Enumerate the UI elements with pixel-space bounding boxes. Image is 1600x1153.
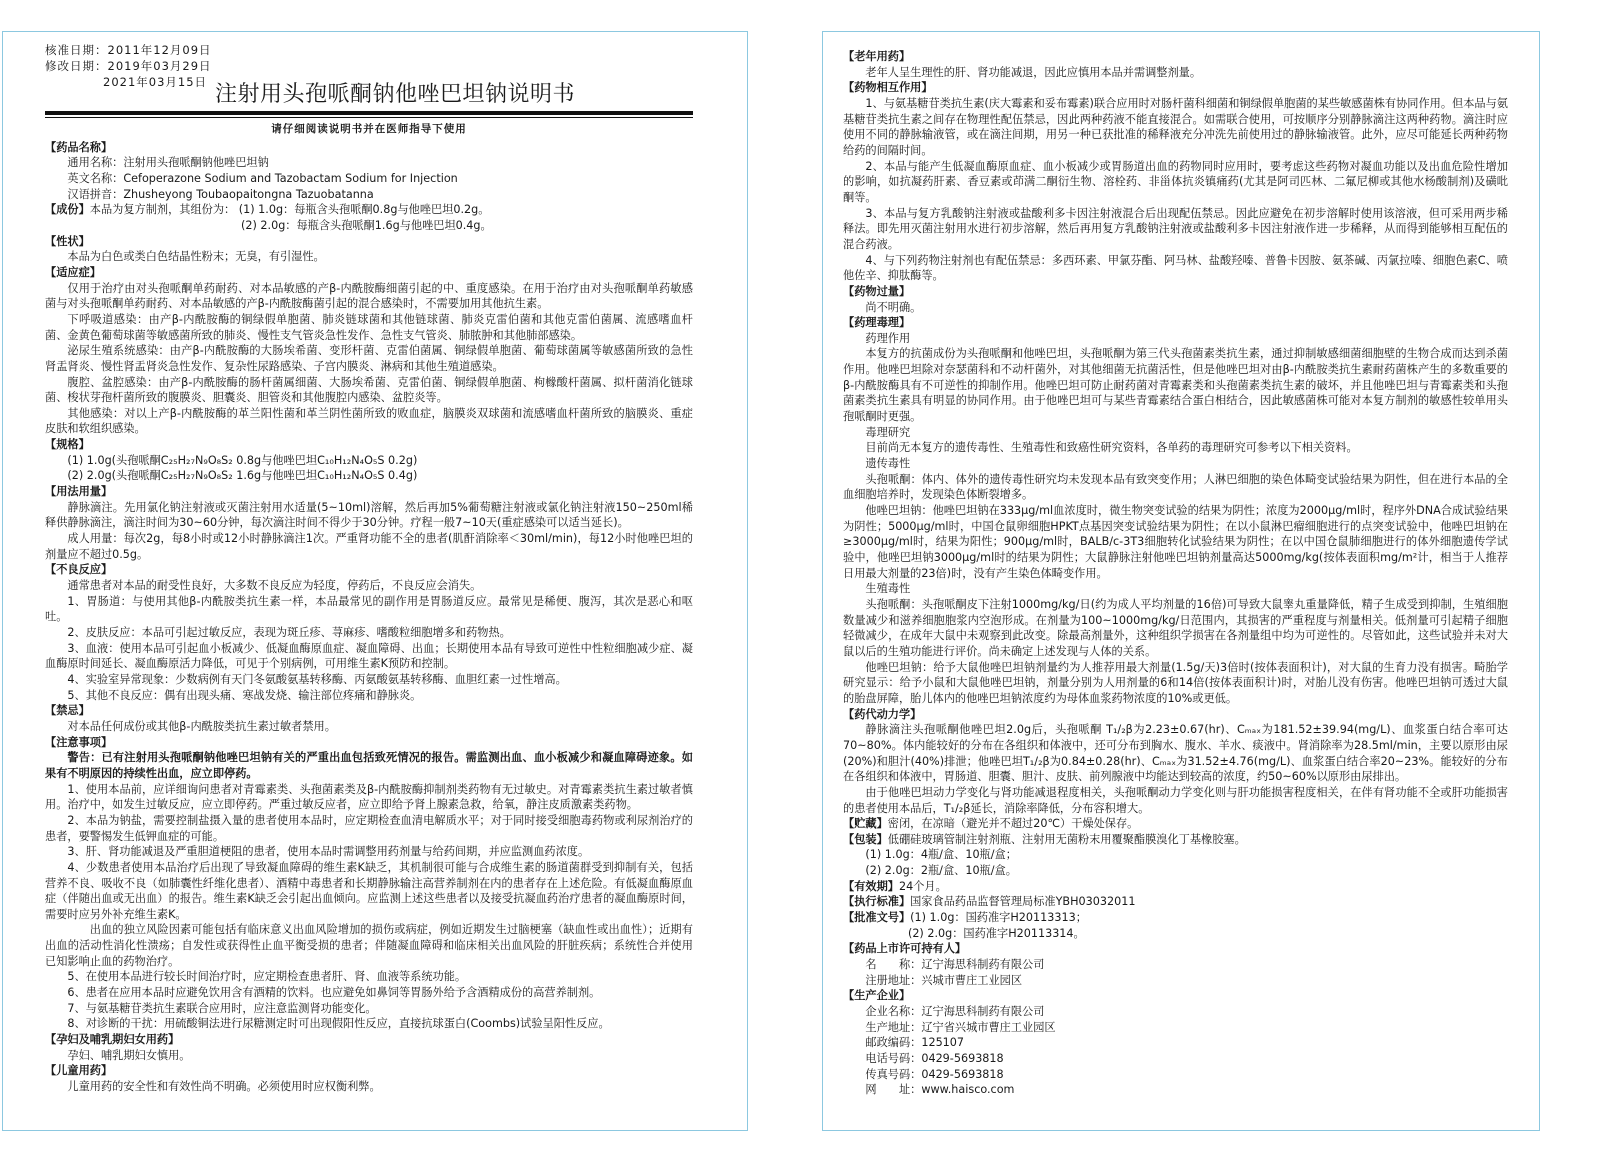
right-page [822, 31, 1540, 1131]
section-heading-line [45, 437, 693, 453]
paragraph: 静脉滴注。先用氯化钠注射液或灭菌注射用水适量(5~10ml)溶解，然后再加5%葡萄糖注射液或氯化钠注射液150~250ml稀释供静脉滴注，滴注时间为30~60分钟，每次滴注时间不得少于30分钟。疗程一般7~10天(重症感染可以适当延长)。 [45, 500, 693, 530]
paragraph: 3、肝、肾功能减退及严重胆道梗阻的患者，使用本品时需调整用药剂量与给药间期，并应监测血药浓度。 [67, 845, 590, 859]
paragraph: 由于他唑巴坦动力学变化与肾功能减退程度相关，头孢哌酮动力学变化则与肝功能损害程度相关，在伴有肾功能不全或肝功能损害的患者使用本品后，T₁/₂β延长，消除率降低，分布容积增大。 [843, 785, 1508, 815]
paragraph: (2) 2.0g：国药准字H20113314。 [907, 926, 1085, 940]
paragraph: 企业名称：辽宁海思科制药有限公司 [865, 1005, 1045, 1019]
paragraph: 5、在使用本品进行较长时间治疗时，应定期检查患者肝、肾、血液等系统功能。 [67, 970, 467, 984]
section-inline-text: (1) 1.0g：国药准字H20113313； [910, 911, 1087, 925]
approval-date: 2011年12月09日 [107, 43, 212, 57]
paragraph: 7、与氨基糖苷类抗生素联合应用时，应注意监测肾功能变化。 [67, 1001, 377, 1015]
paragraph: 3、本品与复方乳酸钠注射液或盐酸利多卡因注射液混合后出现配伍禁忌。因此应避免在初步溶解时使用该溶液，但可采用两步稀释法。即先用灭菌注射用水进行初步溶解，然后再用复方乳酸钠注射液或盐酸利多卡因注射液作进一步稀释，从而得到能够相互配伍的混合药液。 [843, 206, 1508, 251]
paragraph: 本复方的抗菌成份为头孢哌酮和他唑巴坦，头孢哌酮为第三代头孢菌素类抗生素，通过抑制敏感细菌细胞壁的生物合成而达到杀菌作用。他唑巴坦除对奈瑟菌科和不动杆菌外，对其他细菌无抗菌活性，但是他唑巴坦对由β-内酰胺类抗生素耐药菌株产生的多数重要的β-内酰胺酶具有不可逆性的抑制作用。他唑巴坦可防止耐药菌对青霉素类和头孢菌素类抗生素的破坏，并且他唑巴坦与青霉素类和头孢菌素类抗生素具有明显的协同作用。由于他唑巴坦可与某些青霉素结合蛋白相结合，因此敏感菌株可能对本复方制剂的敏感性较单用头孢哌酮时更强。 [843, 347, 1508, 424]
section-heading-line [843, 988, 1508, 1004]
section-heading-line [45, 1063, 693, 1079]
section [843, 894, 1508, 910]
paragraph: 电话号码：0429-5693818 [865, 1052, 1004, 1065]
paragraph: (2) 2.0g：每瓶含头孢哌酮1.6g与他唑巴坦0.4g。 [241, 218, 492, 232]
paragraph: 1、与氨基糖苷类抗生素(庆大霉素和妥布霉素)联合应用时对肠杆菌科细菌和铜绿假单胞菌的某些敏感菌株有协同作用。但本品与氨基糖苷类抗生素之间存在物理性配伍禁忌，因此两种药液不能直接混合。如需联合使用，可按顺序分别静脉滴注这两种药物。滴注时应使用不同的静脉输液管，或在滴注间期，用另一种已获批准的稀释液充分冲洗先前使用过的静脉输液管。此外，应尽可能延长两种药物给药的间隔时间。 [843, 96, 1508, 157]
left-page [2, 31, 748, 1131]
paragraph: 3、血液：使用本品可引起血小板减少、低凝血酶原血症、凝血障碍、出血；长期使用本品有导致可逆性中性粒细胞减少症、凝血酶原时间延长、凝血酶原活力降低，可见于个别病例，可用维生素K预防和控制。 [45, 641, 693, 671]
paragraph: 通用名称：注射用头孢哌酮钠他唑巴坦钠 [67, 156, 269, 170]
section [843, 707, 1508, 817]
section-heading: 【性状】 [45, 234, 90, 248]
section-inline-text: 密闭，在凉暗（避光并不超过20℃）干燥处保存。 [887, 817, 1139, 831]
section-heading-line [45, 1032, 693, 1048]
paragraph: 通常患者对本品的耐受性良好，大多数不良反应为轻度，停药后，不良反应会消失。 [67, 579, 482, 593]
paragraph: 成人用量：每次2g，每8小时或12小时静脉滴注1次。严重肾功能不全的患者(肌酐消除率＜30ml/min)，每12小时他唑巴坦的剂量应不超过0.5g。 [45, 532, 693, 561]
right-sections [843, 49, 1508, 1098]
paragraph: 头孢哌酮：体内、体外的遗传毒性研究均未发现本品有致突变作用；人淋巴细胞的染色体畸变试验结果为阴性，但在进行本品的全血细胞培养时，发现染色体断裂增多。 [843, 472, 1508, 502]
section-heading-line [843, 315, 1508, 331]
paragraph: 他唑巴坦钠：他唑巴坦钠在333μg/ml血浓度时，微生物突变试验的结果为阴性；浓度为2000μg/ml时，程序外DNA合成试验结果为阴性；5000μg/ml时，中国仓鼠卵细胞HPKT点基因突变试验结果为阴性；在以小鼠淋巴瘤细胞进行的点突变试验中，他唑巴坦钠在≥3000μg/ml时，结果为阳性；900μg/ml时，BALB/c-3T3细胞转化试验结果为阴性；在以中国仓鼠肺细胞进行的体外细胞遗传学试验中，他唑巴坦钠3000μg/ml时的结果为阴性；大鼠静脉注射他唑巴坦钠剂量高达5000mg/kg(按体表面积mg/m²计，相当于人推荐日用最大剂量的23倍)时，没有产生染色体畸变作用。 [843, 504, 1508, 580]
section-heading-line [45, 265, 693, 281]
paragraph: 儿童用药的安全性和有效性尚不明确。必须使用时应权衡利弊。 [67, 1080, 381, 1094]
section-heading-line [45, 484, 693, 500]
section [45, 234, 693, 265]
left-sections [45, 140, 693, 1095]
revision-date-label: 修改日期： [45, 59, 108, 73]
paragraph: 目前尚无本复方的遗传毒性、生殖毒性和致癌性研究资料，各单药的毒理研究可参考以下相关资料。 [865, 441, 1358, 455]
paragraph: 网 址：www.haisco.com [865, 1083, 1015, 1097]
section-inline-text: 本品为复方制剂，其组份为： (1) 1.0g：每瓶含头孢哌酮0.8g与他唑巴坦0.2g。 [89, 203, 490, 217]
section-heading-line [45, 140, 693, 156]
section-heading-line [843, 707, 1508, 723]
paragraph: 4、少数患者使用本品治疗后出现了导致凝血障碍的维生素K缺乏，其机制很可能与合成维生素的肠道菌群受到抑制有关，包括营养不良、吸收不良（如肺囊性纤维化患者）、酒精中毒患者和长期静脉输注高营养制剂在内的患者存在上述危险。有低凝血酶原血症（伴随出血或无出血）的报告。维生素K缺乏会引起出血倾向。应监测上述这些患者以及接受抗凝血药治疗患者的凝血酶原时间，需要时应另外补充维生素K。 [45, 860, 693, 921]
paragraph: 泌尿生殖系统感染：由产β-内酰胺酶的大肠埃希菌、变形杆菌、克雷伯菌属、铜绿假单胞菌、葡萄球菌属等敏感菌所致的急性肾盂肾炎、慢性肾盂肾炎急性发作、复杂性尿路感染、子宫内膜炎、淋病和其他生殖道感染。 [45, 344, 693, 373]
section-heading-line [843, 941, 1508, 957]
section [843, 80, 1508, 284]
paragraph: (2) 2.0g：2瓶/盒、10瓶/盒。 [865, 864, 1017, 878]
section-heading: 【药代动力学】 [843, 707, 922, 721]
section-heading: 【禁忌】 [45, 704, 90, 718]
paragraph: 2、皮肤反应：本品可引起过敏反应，表现为斑丘疹、荨麻疹、嗜酸粒细胞增多和药物热。 [67, 626, 511, 639]
section [45, 1032, 693, 1063]
paragraph: 本品为白色或类白色结晶性粉末；无臭，有引湿性。 [67, 250, 325, 264]
section-heading-line [45, 202, 693, 218]
section-heading: 【注意事项】 [45, 735, 113, 749]
paragraph: 尚不明确。 [865, 300, 922, 314]
paragraph: 孕妇、哺乳期妇女慎用。 [67, 1048, 191, 1062]
paragraph: 1、使用本品前，应详细询问患者对青霉素类、头孢菌素类及β-内酰胺酶抑制剂类药物有无过敏史。对青霉素类抗生素过敏者慎用。治疗中，如发生过敏反应，应立即停药。严重过敏反应者，应立即给予肾上腺素急救，给氧，静注皮质激素类药物。 [45, 782, 693, 812]
section-heading-line [843, 879, 1508, 895]
paragraph: 注册地址：兴城市曹庄工业园区 [865, 973, 1023, 987]
section-heading: 【成份】 [45, 203, 90, 217]
section-heading-line [843, 910, 1508, 926]
paragraph: 名 称：辽宁海思科制药有限公司 [865, 958, 1045, 972]
section-heading: 【有效期】 [843, 879, 899, 893]
section-heading: 【贮藏】 [843, 817, 888, 831]
section [45, 437, 693, 484]
paragraph: 出血的独立风险因素可能包括有临床意义出血风险增加的损伤或病症，例如近期发生过脑梗塞（缺血性或出血性）；近期有出血的活动性消化性溃疡；自发性或获得性止血平衡受损的患者；伴随凝血障碍和临床相关出血风险的肝脏疾病；系统性合并使用已知影响止血的药物治疗。 [45, 923, 693, 968]
paragraph: 老年人呈生理性的肝、肾功能减退，因此应慎用本品并需调整剂量。 [865, 65, 1202, 79]
section [45, 735, 693, 1032]
paragraph: 遗传毒性 [865, 457, 911, 471]
paragraph: 4、与下列药物注射剂也有配伍禁忌：多西环素、甲氯芬酯、阿马林、盐酸羟嗪、普鲁卡因胺、氨茶碱、丙氯拉嗪、细胞色素C、喷他佐辛、抑肽酶等。 [843, 253, 1508, 283]
section-heading-line [843, 816, 1508, 832]
section-heading: 【用法用量】 [45, 485, 113, 499]
section-inline-text: 24个月。 [898, 879, 947, 893]
section [843, 910, 1508, 941]
section-heading-line [45, 735, 693, 751]
paragraph: (1) 1.0g(头孢哌酮C₂₅H₂₇N₉O₈S₂ 0.8g与他唑巴坦C₁₀H₁₂N₄O₅S 0.2g) [67, 453, 418, 467]
left-column [45, 42, 693, 1095]
paragraph: 仅用于治疗由对头孢哌酮单药耐药、对本品敏感的产β-内酰胺酶细菌引起的中、重度感染。在用于治疗由对头孢哌酮单药敏感菌与对头孢哌酮单药耐药、对本品敏感的产β-内酰胺酶菌引起的混合感染时，不需要加用其他抗生素。 [45, 281, 693, 311]
section-heading-line [843, 284, 1508, 300]
section-heading: 【生产企业】 [843, 989, 911, 1003]
paragraph: 传真号码：0429-5693818 [865, 1067, 1004, 1081]
paragraph: 生殖毒性 [865, 582, 911, 596]
section-heading: 【包装】 [843, 832, 888, 846]
right-column [843, 49, 1508, 1098]
paragraph: (1) 1.0g：4瓶/盒、10瓶/盒； [865, 848, 1017, 862]
approval-date-line [45, 42, 693, 58]
section [843, 816, 1508, 832]
section-heading: 【药物过量】 [843, 284, 911, 298]
section-heading: 【适应症】 [45, 265, 101, 279]
section [45, 202, 693, 233]
paragraph: 8、对诊断的干扰：用硫酸铜法进行尿糖测定时可出现假阳性反应，直接抗球蛋白(Coombs)试验呈阳性反应。 [67, 1017, 610, 1031]
title-divider-thin [45, 117, 693, 118]
paragraph: 2、本品与能产生低凝血酶原血症、血小板减少或胃肠道出血的药物同时应用时，要考虑这些药物对凝血功能以及出血危险性增加的影响，如抗凝药肝素、香豆素或茚满二酮衍生物、溶栓药、非甾体抗炎镇痛药(尤其是阿司匹林、二氟尼柳或其他水杨酸制剂)及磺吡酮等。 [843, 159, 1508, 204]
section-heading-line [45, 703, 693, 719]
revision-date: 2019年03月29日 [107, 59, 212, 73]
paragraph: 对本品任何成份或其他β-内酰胺类抗生素过敏者禁用。 [67, 719, 336, 733]
paragraph: 他唑巴坦钠：给予大鼠他唑巴坦钠剂量约为人推荐用最大剂量(1.5g/天)3倍时(按体表面积计)，对大鼠的生育力没有损害。畸胎学研究显示：给予小鼠和大鼠他唑巴坦钠，剂量分别为人用剂量的6和14倍(按体表面积计)时，对胎儿没有伤害。他唑巴坦钠可透过大鼠的胎盘屏障，胎儿体内的他唑巴坦钠浓度约为母体血浆药物浓度的10%或更低。 [843, 660, 1508, 705]
section-heading: 【药品名称】 [45, 140, 113, 154]
section-heading-line [843, 80, 1508, 96]
section [843, 988, 1508, 1098]
section [45, 484, 693, 562]
section [843, 879, 1508, 895]
section-heading: 【药理毒理】 [843, 316, 911, 330]
section-heading: 【老年用药】 [843, 50, 911, 63]
paragraph: 5、其他不良反应：偶有出现头痛、寒战发烧、输注部位疼痛和静脉炎。 [67, 688, 422, 702]
paragraph: (2) 2.0g(头孢哌酮C₂₅H₂₇N₉O₈S₂ 1.6g与他唑巴坦C₁₀H₁₂N₄O₅S 0.4g) [67, 469, 418, 483]
section [45, 562, 693, 703]
paragraph: 警告：已有注射用头孢哌酮钠他唑巴坦钠有关的严重出血包括致死情况的报告。需监测出血、血小板减少和凝血障碍迹象。如果有不明原因的持续性出血，应立即停药。 [45, 751, 693, 780]
paragraph: 1、胃肠道：与使用其他β-内酰胺类抗生素一样，本品最常见的副作用是胃肠道反应。最常见是稀便、腹泻，其次是恶心和呕吐。 [45, 594, 693, 624]
revision-date-line [45, 58, 693, 74]
section [843, 832, 1508, 879]
section-heading: 【执行标准】 [843, 895, 911, 909]
section [45, 140, 693, 203]
paragraph: 英文名称：Cefoperazone Sodium and Tazobactam Sodium for Injection [67, 171, 458, 185]
section-inline-text: 国家食品药品监督管理局标准YBH03032011 [910, 895, 1136, 909]
paragraph: 头孢哌酮：头孢哌酮皮下注射1000mg/kg/日(约为成人平均剂量的16倍)可导致大鼠睾丸重量降低，精子生成受到抑制，生殖细胞数量减少和滋养细胞胞浆内空泡形成。在剂量为100~1000mg/kg/日范围内，其损害的严重程度与剂量相关。低剂量可引起精子细胞轻微减少，在成年大鼠中未观察到此改变。除最高剂量外，这种组织学损害在各剂量组中均为可逆性的。尽管如此，这些试验并未对大鼠以后的生殖功能进行评价。尚未确定上述发现与人体的关系。 [843, 597, 1508, 658]
title-divider [45, 111, 693, 115]
section [843, 315, 1508, 706]
usage-notice: 请仔细阅读说明书并在医师指导下使用 [271, 123, 467, 135]
page-title: 注射用头孢哌酮钠他唑巴坦钠说明书 [214, 82, 575, 107]
section-heading: 【药品上市许可持有人】 [843, 942, 967, 956]
section [45, 265, 693, 437]
section-heading: 【儿童用药】 [45, 1064, 113, 1078]
paragraph: 邮政编码：125107 [865, 1036, 965, 1050]
revision-date: 2021年03月15日 [103, 75, 208, 89]
section-heading-line [843, 894, 1508, 910]
section [45, 1063, 693, 1094]
paragraph: 6、患者在应用本品时应避免饮用含有酒精的饮料。也应避免如鼻饲等胃肠外给予含酒精成份的高营养制剂。 [67, 986, 601, 1000]
section-heading: 【规格】 [45, 438, 90, 452]
paragraph: 其他感染：对以上产β-内酰胺酶的革兰阳性菌和革兰阴性菌所致的败血症，脑膜炎双球菌和流感嗜血杆菌所致的脑膜炎、重症皮肤和软组织感染。 [45, 406, 693, 436]
paragraph: 4、实验室异常现象：少数病例有天门冬氨酸氨基转移酶、丙氨酸氨基转移酶、血胆红素一过性增高。 [67, 672, 567, 686]
section-heading: 【孕妇及哺乳期妇女用药】 [45, 1033, 180, 1047]
paragraph: 汉语拼音：Zhusheyong Toubaopaitongna Tazuobatanna [67, 187, 374, 201]
section-heading-line [843, 832, 1508, 848]
section-heading: 【不良反应】 [45, 563, 113, 577]
section [843, 284, 1508, 315]
paragraph: 毒理研究 [865, 425, 911, 439]
section-heading-line [45, 562, 693, 578]
paragraph: 腹腔、盆腔感染：由产β-内酰胺酶的肠杆菌属细菌、大肠埃希菌、克雷伯菌、铜绿假单胞菌、枸橼酸杆菌属、拟杆菌消化链球菌、梭状芽孢杆菌所致的腹膜炎、胆囊炎、胆管炎和其他腹腔内感染、盆腔炎等。 [45, 375, 693, 405]
section [45, 703, 693, 734]
paragraph: 下呼吸道感染：由产β-内酰胺酶的铜绿假单胞菌、肺炎链球菌和其他链球菌、肺炎克雷伯菌和其他克雷伯菌属、流感嗜血杆菌、金黄色葡萄球菌等敏感菌所致的肺炎、慢性支气管炎急性发作、急性支气管炎、肺脓肿和其他肺部感染。 [45, 312, 693, 342]
section-heading: 【药物相互作用】 [843, 81, 933, 95]
section-inline-text: 低硼硅玻璃管制注射剂瓶、注射用无菌粉末用覆聚酯膜溴化丁基橡胶塞。 [887, 832, 1246, 846]
approval-date-label: 核准日期： [45, 43, 108, 57]
section-heading-line [45, 234, 693, 250]
paragraph: 静脉滴注头孢哌酮他唑巴坦2.0g后，头孢哌酮 T₁/₂β为2.23±0.67(hr)、Cₘₐₓ为181.52±39.94(mg/L)、血浆蛋白结合率可达70~80%。体内能较好的分布在各组织和体液中，还可分布到胸水、腹水、羊水、痰液中。肾消除率为28.5ml/min，主要以原形由尿(20%)和胆汁(40%)排泄；他唑巴坦T₁/₂β为0.84±0.28(hr)、Cₘₐₓ为31.52±4.76(mg/L)、血浆蛋白结合率20~23%。能较好的分布在各组织和体液中，胃肠道、胆囊、胆汁、皮肤、前列腺液中均能达到较高的浓度，约50~60%以原形由尿排出。 [843, 723, 1508, 784]
section [843, 941, 1508, 988]
section-heading-line [843, 49, 1508, 65]
paragraph: 2、本品为钠盐，需要控制盐摄入量的患者使用本品时，应定期检查血清电解质水平；对于同时接受细胞毒药物或利尿剂治疗的患者，要警惕发生低钾血症的可能。 [45, 813, 693, 843]
paragraph: 生产地址：辽宁省兴城市曹庄工业园区 [865, 1020, 1056, 1034]
section-heading: 【批准文号】 [843, 911, 911, 925]
paragraph: 药理作用 [865, 331, 911, 345]
section [843, 49, 1508, 80]
